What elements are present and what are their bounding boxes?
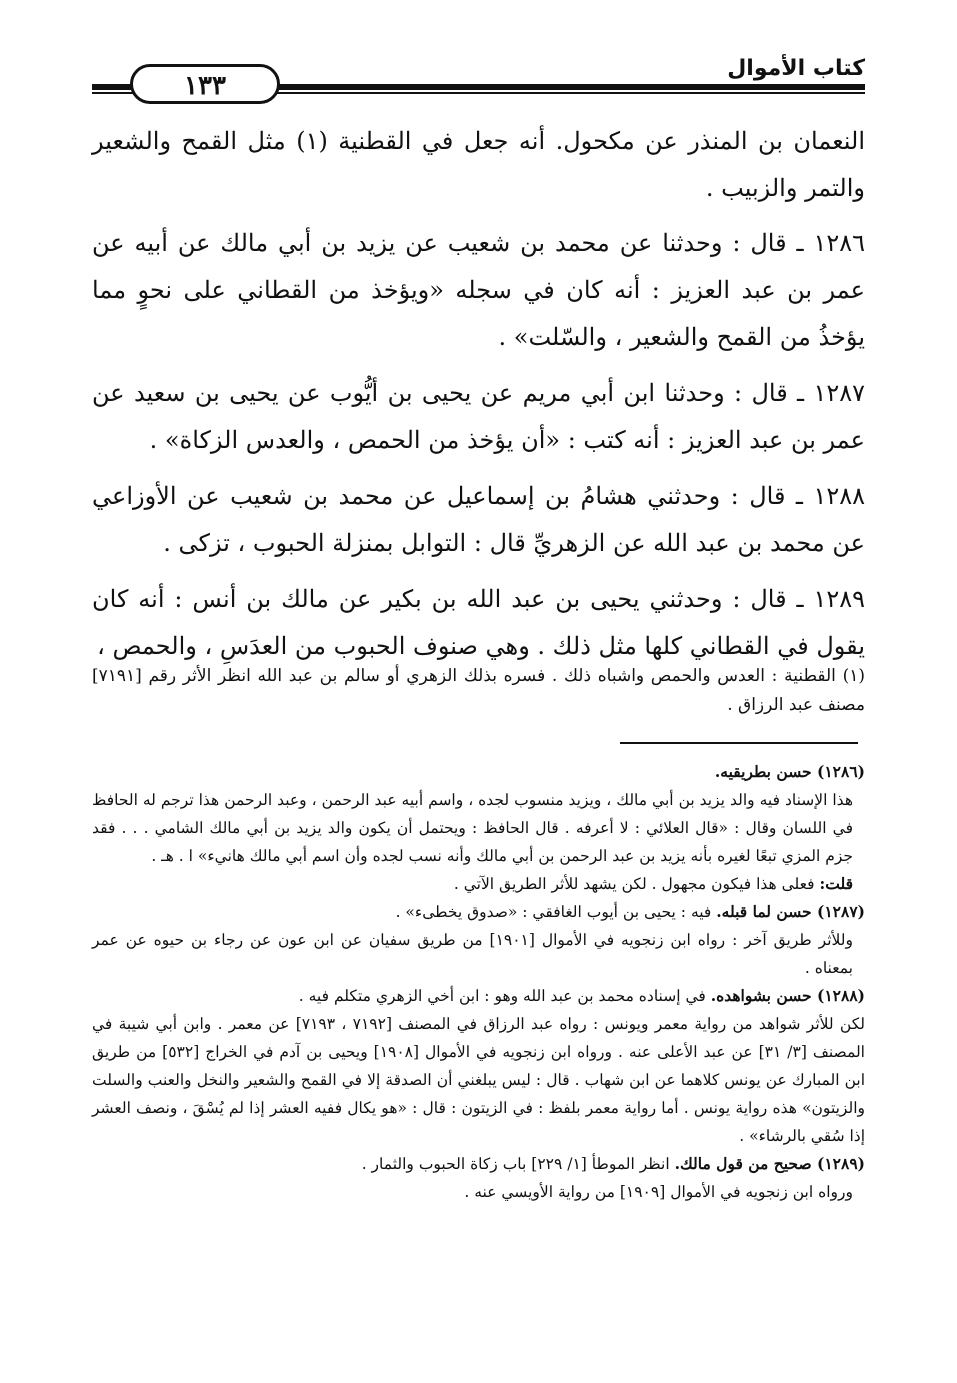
hadith-1286: ١٢٨٦ ـ قال : وحدثنا عن محمد بن شعيب عن يزيد بن أبي مالك عن أبيه عن عمر بن عبد العزيز : أنه كان في سجله «ويؤخذ من القطاني على نحوٍ مما يؤخذُ من القمح والشعير ، والسّلت» . [92,229,865,351]
commentary-1288-rest: في إسناده محمد بن عبد الله وهو : ابن أخي الزهري متكلم فيه . [298,987,706,1005]
commentary-1286-note [92,870,865,898]
commentary-1289-rest: انظر الموطأ [١/ ٢٢٩] باب زكاة الحبوب والثمار . [361,1155,670,1173]
continuation-paragraph: النعمان بن المنذر عن مكحول. أنه جعل في القطنية (١) مثل القمح والشعير والتمر والزبيب . [92,127,865,202]
commentary-1289-body: ورواه ابن زنجويه في الأموال [١٩٠٩] من رواية الأويسي عنه . [464,1183,853,1201]
commentary [92,758,865,1206]
page-number: ١٣٣ [130,64,280,104]
commentary-1287-head [92,898,865,926]
note-text: فعلى هذا فيكون مجهول . لكن يشهد للأثر الطريق الآتي . [453,875,815,893]
commentary-1287-grade: (١٢٨٧) حسن لما قبله. [716,902,865,921]
hadith-1289: ١٢٨٩ ـ قال : وحدثني يحيى بن عبد الله بن بكير عن مالك بن أنس : أنه كان يقول في القطاني كلها مثل ذلك . وهي صنوف الحبوب من العدَسِ ، والحمص ، [92,585,865,660]
note-label: قلت: [819,874,853,893]
commentary-separator [620,742,858,744]
commentary-1288-body: لكن للأثر شواهد من رواية معمر ويونس : رواه عبد الرزاق في المصنف [٧١٩٢ ، ٧١٩٣] عن معمر . وابن أبي شيبة في المصنف [٣/ ٣١] عن عبد الأعلى عنه . ورواه ابن زنجويه في الأموال [١٩٠٨] ويحيى بن آدم في الخراج [٥٣٢] من طريق ابن المبارك عن يونس كلاهما عن ابن شهاب . قال : ليس يبلغني أن الصدقة إلا في القمح والشعير والنخل والعنب والسلت والزيتون» هذه رواية يونس . أما رواية معمر بلفظ : في الزيتون : قال : «هو يكال ففيه العشر إذا لم يُسْقَ ، ونصف العشر إذا سُقي بالرشاء» . [92,1015,865,1145]
book-title: كتاب الأموال [717,56,865,81]
commentary-1287-body: وللأثر طريق آخر : رواه ابن زنجويه في الأموال [١٩٠١] من طريق سفيان عن ابن عون عن رجاء بن حيوه عن عمر بمعناه . [92,931,853,977]
commentary-1289-head [92,1150,865,1178]
hadith-1288: ١٢٨٨ ـ قال : وحدثني هشامُ بن إسماعيل عن محمد بن شعيب عن الأوزاعي عن محمد بن عبد الله عن الزهريِّ قال : التوابل بمنزلة الحبوب ، تزكى . [92,482,865,557]
footnote-1: (١) القطنية : العدس والحمص واشباه ذلك . فسره بذلك الزهري أو سالم بن عبد الله انظر الأثر رقم [٧١٩١] مصنف عبد الرزاق . [92,666,865,715]
commentary-1286-head: (١٢٨٦) حسن بطريقيه. [714,762,865,781]
commentary-1287-rest: فيه : يحيى بن أيوب الغافقي : «صدوق يخطىء» . [395,903,712,921]
footnote [92,662,865,720]
page-header [92,56,865,101]
commentary-1289-grade: (١٢٨٩) صحيح من قول مالك. [674,1154,865,1173]
hadith-1287: ١٢٨٧ ـ قال : وحدثنا ابن أبي مريم عن يحيى بن أيُّوب عن يحيى بن سعيد عن عمر بن عبد العزيز : أنه كتب : «أن يؤخذ من الحمص ، والعدس الزكاة» . [92,379,865,454]
commentary-1288-grade: (١٢٨٨) حسن بشواهده. [710,986,865,1005]
main-text [92,118,865,679]
commentary-1288-head [92,982,865,1010]
commentary-1286-body: هذا الإسناد فيه والد يزيد بن أبي مالك ، ويزيد منسوب لجده ، واسم أبيه عبد الرحمن ، وعبد الرحمن هذا ترجم له الحافظ في اللسان وقال : «قال العلائي : لا أعرفه . قال الحافظ : ويحتمل أن يكون والد يزيد بن أبي مالك الشامي . . . فقد جزم المزي تبعًا لغيره بأنه يزيد بن عبد الرحمن بن أبي مالك وأنه نسب لجده وأن اسم أبي مالك هانيء» ا . هـ . [92,791,853,865]
